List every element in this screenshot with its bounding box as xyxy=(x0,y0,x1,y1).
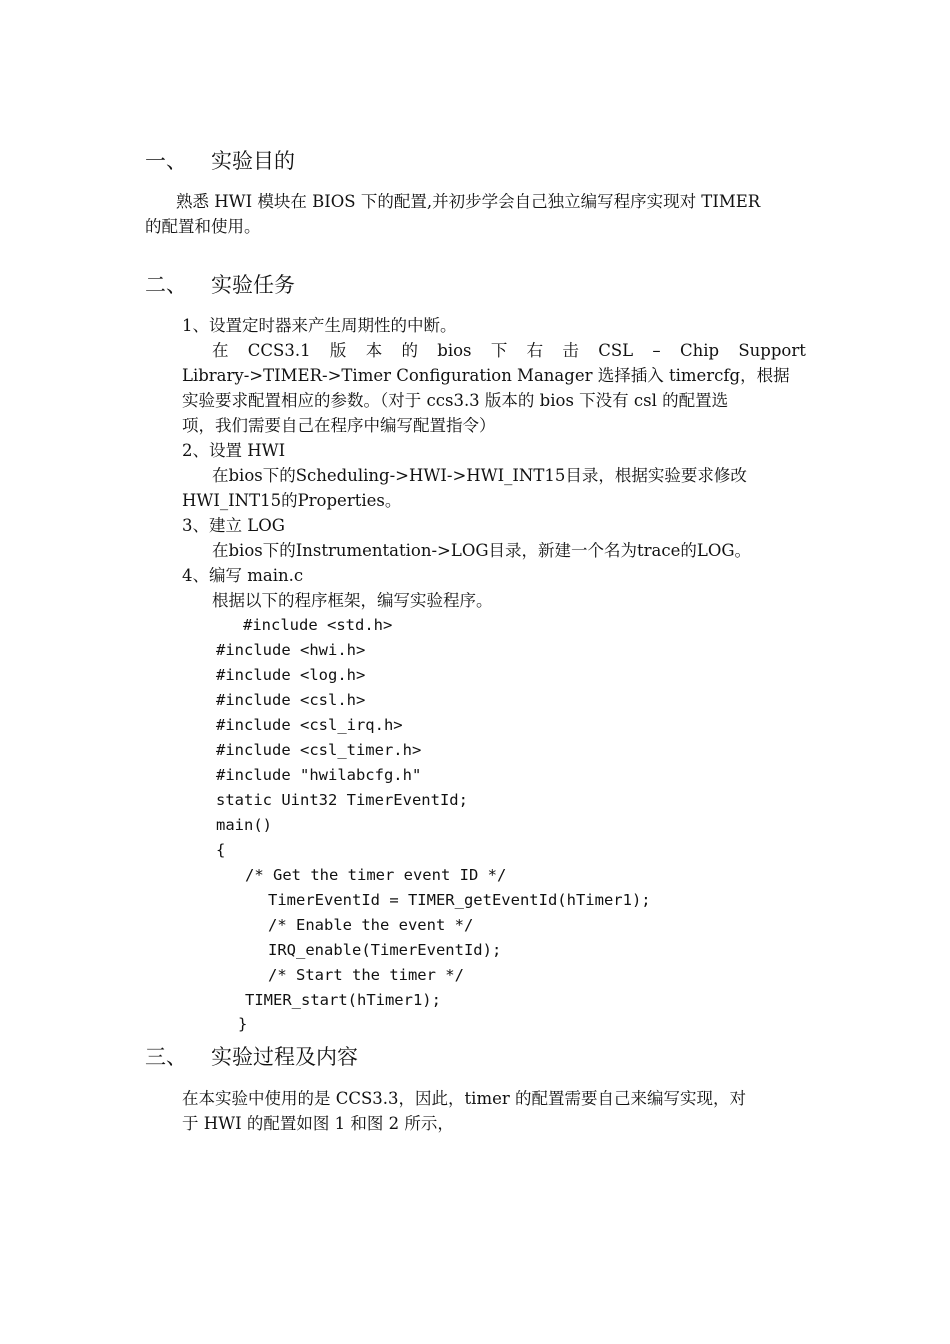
code-line: #include <csl_irq.h> xyxy=(216,716,403,734)
code-line: #include <std.h> xyxy=(243,616,393,634)
task-1-title: 1、设置定时器来产生周期性的中断。 xyxy=(182,316,457,335)
section-heading-purpose: 一、 实验目的 xyxy=(145,149,295,173)
task-2-line-1: 在bios下的Scheduling->HWI->HWI_INT15目录，根据实验要求修改 xyxy=(212,466,747,485)
code-line: #include <log.h> xyxy=(216,666,366,684)
task-2-title: 2、设置 HWI xyxy=(182,441,286,460)
code-line: /* Enable the event */ xyxy=(268,916,474,934)
task-3-line-1: 在bios下的Instrumentation->LOG目录，新建一个名为trace的LOG。 xyxy=(212,541,752,560)
code-line: #include <csl_timer.h> xyxy=(216,741,422,759)
code-line: } xyxy=(238,1015,248,1033)
task-1-line-2: Library->TIMER->Timer Configuration Manager 选择插入 timercfg，根据 xyxy=(182,366,790,385)
code-line: IRQ_enable(TimerEventId); xyxy=(268,941,502,959)
purpose-line-1: 熟悉 HWI 模块在 BIOS 下的配置,并初步学会自己独立编写程序实现对 TIMER xyxy=(176,192,761,211)
code-line: /* Get the timer event ID */ xyxy=(245,866,507,884)
task-1-line-4: 项，我们需要自己在程序中编写配置指令） xyxy=(182,416,496,435)
code-line: TIMER_start(hTimer1); xyxy=(245,991,441,1009)
process-line-1: 在本实验中使用的是 CCS3.3，因此，timer 的配置需要自己来编写实现，对 xyxy=(182,1089,746,1108)
task-4-title: 4、编写 main.c xyxy=(182,566,304,585)
code-line: TimerEventId = TIMER_getEventId(hTimer1); xyxy=(268,891,651,909)
code-line: #include <csl.h> xyxy=(216,691,366,709)
code-line: /* Start the timer */ xyxy=(268,966,464,984)
purpose-line-2: 的配置和使用。 xyxy=(145,217,261,236)
task-2-line-2: HWI_INT15的Properties。 xyxy=(182,491,402,510)
task-4-line-1: 根据以下的程序框架，编写实验程序。 xyxy=(212,591,493,610)
task-3-title: 3、建立 LOG xyxy=(182,516,285,535)
code-line: #include "hwilabcfg.h" xyxy=(216,766,422,784)
task-1-line-3: 实验要求配置相应的参数。（对于 ccs3.3 版本的 bios 下没有 csl 的配置选 xyxy=(182,391,729,410)
process-line-2: 于 HWI 的配置如图 1 和图 2 所示， xyxy=(182,1114,454,1133)
section-heading-process: 三、 实验过程及内容 xyxy=(145,1045,358,1069)
task-1-line-1: 在 CCS3.1 版 本 的 bios 下 右 击 CSL – Chip Support xyxy=(212,341,806,360)
section-heading-tasks: 二、 实验任务 xyxy=(145,273,295,297)
code-line: { xyxy=(216,841,226,859)
code-line: static Uint32 TimerEventId; xyxy=(216,791,468,809)
code-line: main() xyxy=(216,816,272,834)
code-line: #include <hwi.h> xyxy=(216,641,366,659)
